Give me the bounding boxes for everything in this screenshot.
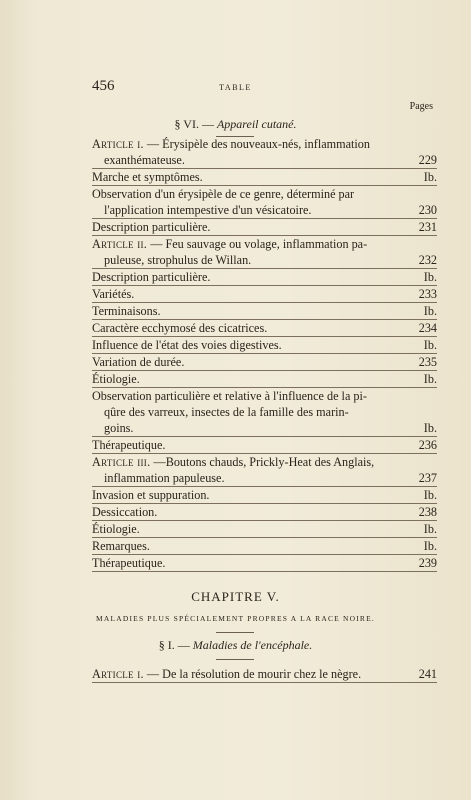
entry-page: Ib. — [423, 304, 437, 318]
toc-entry — [92, 437, 437, 454]
entry-prefix: Article i. — [92, 137, 144, 151]
entry-line — [92, 388, 437, 404]
entry-page: 241 — [418, 667, 437, 681]
section-heading — [0, 117, 471, 132]
toc-entry — [92, 337, 437, 354]
entry-text: Variation de durée. — [92, 355, 185, 369]
entry-text: —Boutons chauds, Prickly-Heat des Anglais, — [153, 455, 375, 469]
entry-line — [92, 219, 437, 235]
toc-entry — [92, 219, 437, 236]
toc-entry — [92, 454, 437, 487]
entry-page: Ib. — [423, 372, 437, 386]
section-symbol-2: § I. — — [158, 638, 190, 652]
entry-text: Marche et symptômes. — [92, 170, 203, 184]
entry-text: Thérapeutique. — [92, 438, 166, 452]
entry-line — [92, 538, 437, 554]
toc-entry — [92, 354, 437, 371]
section-symbol: § VI. — — [174, 117, 214, 131]
entry-page: 230 — [418, 203, 437, 217]
section-divider-2 — [216, 659, 254, 660]
entry-text: Terminaisons. — [92, 304, 161, 318]
entry-text: — De la résolution de mourir chez le nègre. — [146, 667, 362, 681]
entry-text: Invasion et suppuration. — [92, 488, 210, 502]
toc-entry — [92, 504, 437, 521]
running-head: TABLE — [219, 83, 252, 92]
entry-line — [92, 521, 437, 537]
entry-line — [92, 320, 437, 336]
entry-line — [92, 152, 437, 168]
entry-page: 234 — [418, 321, 437, 335]
entry-line — [92, 236, 437, 252]
entry-text: qûre des varreux, insectes de la famille des marin- — [104, 405, 349, 419]
entry-text: — Érysipèle des nouveaux-nés, inflammation — [146, 137, 370, 151]
entry-line — [92, 136, 437, 152]
entry-page: 238 — [418, 505, 437, 519]
entry-line — [92, 437, 437, 453]
entry-text: Variétés. — [92, 287, 135, 301]
entry-line — [92, 504, 437, 520]
section-title-2: Maladies de l'encéphale. — [192, 638, 313, 652]
entry-line — [92, 354, 437, 370]
entry-page: 239 — [418, 556, 437, 570]
toc-entry — [92, 521, 437, 538]
entry-text: Description particulière. — [92, 220, 211, 234]
entry-prefix: Article iii. — [92, 455, 151, 469]
entry-text: puleuse, strophulus de Willan. — [104, 253, 252, 267]
toc-entry — [92, 169, 437, 186]
entry-page: Ib. — [423, 421, 437, 435]
toc-entry — [92, 286, 437, 303]
toc-entry — [92, 303, 437, 320]
section-heading-2 — [0, 638, 471, 653]
entry-page: 236 — [418, 438, 437, 452]
toc-entry — [92, 236, 437, 269]
page-number: 456 — [92, 78, 115, 94]
entry-text: Dessiccation. — [92, 505, 158, 519]
entry-line — [92, 470, 437, 486]
entry-page: Ib. — [423, 270, 437, 284]
entry-line — [92, 252, 437, 268]
entry-text: inflammation papuleuse. — [104, 471, 225, 485]
entry-page: 235 — [418, 355, 437, 369]
entry-line — [92, 269, 437, 285]
entry-line — [92, 371, 437, 387]
entry-page: Ib. — [423, 522, 437, 536]
entry-line — [92, 487, 437, 503]
entry-text: Étiologie. — [92, 372, 140, 386]
pages-column-label: Pages — [409, 101, 433, 112]
entry-text: Thérapeutique. — [92, 556, 166, 570]
entry-line — [92, 337, 437, 353]
entry-text: Observation particulière et relative à l'influence de la pi- — [92, 389, 367, 403]
toc-entry — [92, 388, 437, 437]
entry-page: Ib. — [423, 539, 437, 553]
entry-page: Ib. — [423, 338, 437, 352]
toc-entry — [92, 269, 437, 286]
entry-page: Ib. — [423, 170, 437, 184]
entry-prefix: Article ii. — [92, 237, 148, 251]
table-of-contents — [92, 136, 437, 572]
entry-text: Remarques. — [92, 539, 150, 553]
entry-text: Étiologie. — [92, 522, 140, 536]
entry-text: Influence de l'état des voies digestives. — [92, 338, 282, 352]
entry-page: 232 — [418, 253, 437, 267]
entry-line — [92, 169, 437, 185]
chapter-divider — [216, 632, 254, 633]
toc-entry — [92, 320, 437, 337]
toc-entry — [92, 136, 437, 169]
entry-page: 233 — [418, 287, 437, 301]
toc-entry — [92, 186, 437, 219]
entry-page: 229 — [418, 153, 437, 167]
entry-line — [92, 420, 437, 436]
entry-line — [92, 555, 437, 571]
entry-text: goins. — [104, 421, 134, 435]
entry-line — [92, 186, 437, 202]
toc-entry — [92, 371, 437, 388]
entry-text: l'application intempestive d'un vésicatoire. — [104, 203, 312, 217]
entry-text: Observation d'un érysipèle de ce genre, déterminé par — [92, 187, 355, 201]
chapter-subtitle: MALADIES PLUS SPÉCIALEMENT PROPRES A LA RACE NOIRE. — [95, 614, 375, 623]
chapter-title: CHAPITRE V. — [191, 589, 280, 604]
entry-page: 231 — [418, 220, 437, 234]
toc-entry — [92, 487, 437, 504]
entry-text: Caractère ecchymosé des cicatrices. — [92, 321, 268, 335]
toc-entry-final — [92, 666, 437, 683]
entry-line — [92, 404, 437, 420]
entry-line — [92, 454, 437, 470]
toc-entry — [92, 555, 437, 572]
entry-text: exanthémateuse. — [104, 153, 185, 167]
entry-text: — Feu sauvage ou volage, inflammation pa- — [150, 237, 368, 251]
entry-line — [92, 303, 437, 319]
entry-prefix: Article i. — [92, 667, 144, 681]
entry-line — [92, 286, 437, 302]
entry-text: Description particulière. — [92, 270, 211, 284]
toc-entry — [92, 538, 437, 555]
entry-line — [92, 202, 437, 218]
entry-page: 237 — [418, 471, 437, 485]
entry-page: Ib. — [423, 488, 437, 502]
section-title: Appareil cutané. — [216, 117, 297, 131]
